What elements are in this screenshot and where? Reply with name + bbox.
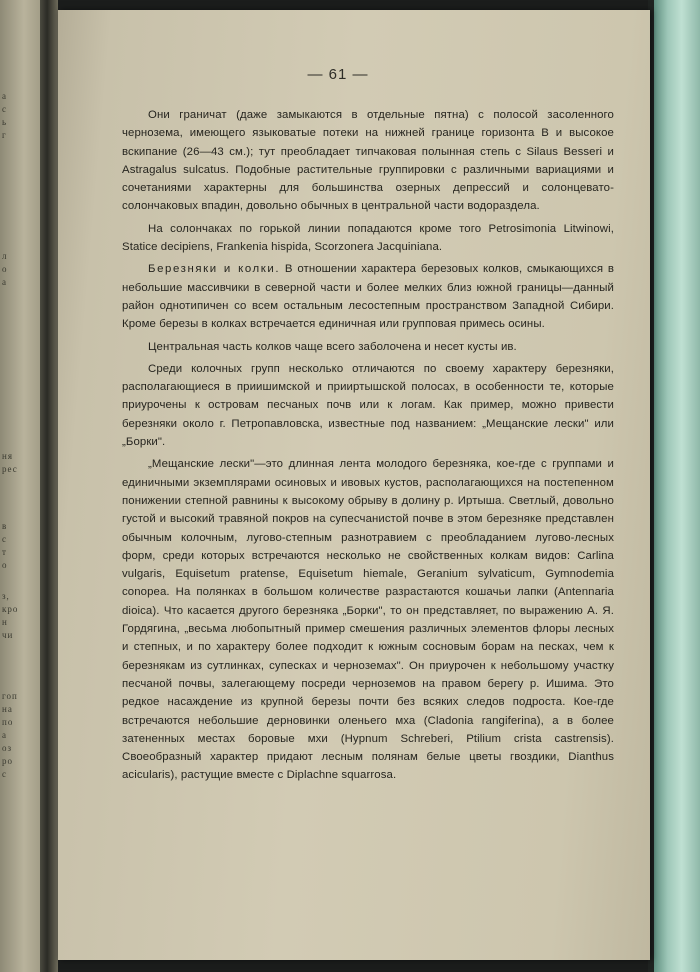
book-gutter [40, 0, 58, 972]
paragraph [122, 106, 614, 216]
facing-page-text-fragment: гоп на по а оз ро с [2, 691, 18, 779]
paragraph-text: Центральная часть колков чаще всего заболочена и несет кусты ив. [148, 340, 517, 353]
paragraph [122, 260, 614, 333]
paragraph-text: На солончаках по горькой линии попадаются кроме того Petrosimonia Litwinowi, Statice decipiens, Frankenia hispida, Scorzonera Jacquiniana. [122, 222, 614, 254]
book-cover-edge [654, 0, 700, 972]
facing-page-text-fragment: ня рес [2, 451, 18, 474]
page-number: — 61 — [307, 66, 369, 83]
facing-page-text-fragment: л о а [2, 251, 8, 287]
section-heading: Березняки и колки. [148, 263, 281, 276]
paragraph [122, 220, 614, 257]
facing-page-text-fragment: в с т о [2, 521, 8, 570]
paragraph-text: Среди колочных групп несколько отличаются по своему характеру березняки, располагающиеся в приишимской и прииртышской полосах, в особенности те, которые приурочены к островам песчаных почв или к логам. Как пример, можно привести березняки около г. Петропавловска, известные под названием: „Мещанские лески" или „Борки". [122, 362, 614, 449]
facing-page-edge [0, 0, 40, 972]
paragraph-text: Они граничат (даже замыкаются в отдельные пятна) с полосой засоленного чернозема, имеющего языковатые потеки на нижней границе горизонта В и высокое вскипание (26—43 см.); тут преобладает типчаковая полынная степь с Silaus Besseri и Astragalus sulcatus. Подобные растительные группировки с различными вариациями и сочетаниями характерны для большинства озерных депрессий и солонцевато-солончаковых впадин, довольно обычных в центральной части водораздела. [122, 109, 614, 213]
paragraph [122, 338, 614, 356]
facing-page-text-fragment: з, кро н чи [2, 591, 19, 640]
paragraph-text: В отношении характера березовых колков, смыкающихся в небольшие массивчики в северной части и более мелких близ южной границы—данный район однотипичен со всем остальным лесостепным пространством Западной Сибири. Кроме березы в колках встречается единичная или групповая примесь осины. [122, 263, 614, 331]
paragraph [122, 455, 614, 784]
paragraph-text: „Мещанские лески"—это длинная лента молодого березняка, кое-где с группами и единичными экземплярами осиновых и ивовых кустов, располагающихся на постепенном понижении степной равнины к высокому обрыву в долину р. Иртыша. Светлый, довольно густой и высокий травяной покров на супесчанистой почве в этом березняке представлен обычным колочным, лугово-степным разнотравием с преобладанием лугово-лесных форм, среди которых встречаются несколько не свойственных колкам видов: Carlina vulgaris, Equisetum pratense, Equisetum hiemale, Geranium sylvaticum, Gymnodemia conopea. На полянках в большом количестве разрастаются кошачьи лапки (Antennaria dioica). Что касается другого березняка „Борки", то он представляет, по выражению А. Я. Гордягина, „весьма любопытный пример смешения различных элементов флоры лесных и степных, и по характеру более подходит к южным сосновым борам на песках, чем к березнякам из сутлинках, супесках и черноземах". Он приурочен к небольшому участку песчаной почвы, залегающему посреди черноземов на правом берегу р. Ишима. Это редкое насаждение из крупной березы почти без всяких следов подроста. Кое-где встречаются небольшие дерновинки оленьего мха (Cladonia rangiferina), а в более затененных местах боровые мхи (Hypnum Schreberi, Ptilium crista castrensis). Своеобразный характер придают лесным полянам белые цветы гвоздики, Dianthus acicularis), растущие вместе с Diplachne squarrosa. [122, 458, 614, 782]
facing-page-text-fragment: а с ь г [2, 91, 8, 140]
book-page [58, 10, 650, 960]
paragraph [122, 360, 614, 451]
body-text [122, 106, 614, 785]
